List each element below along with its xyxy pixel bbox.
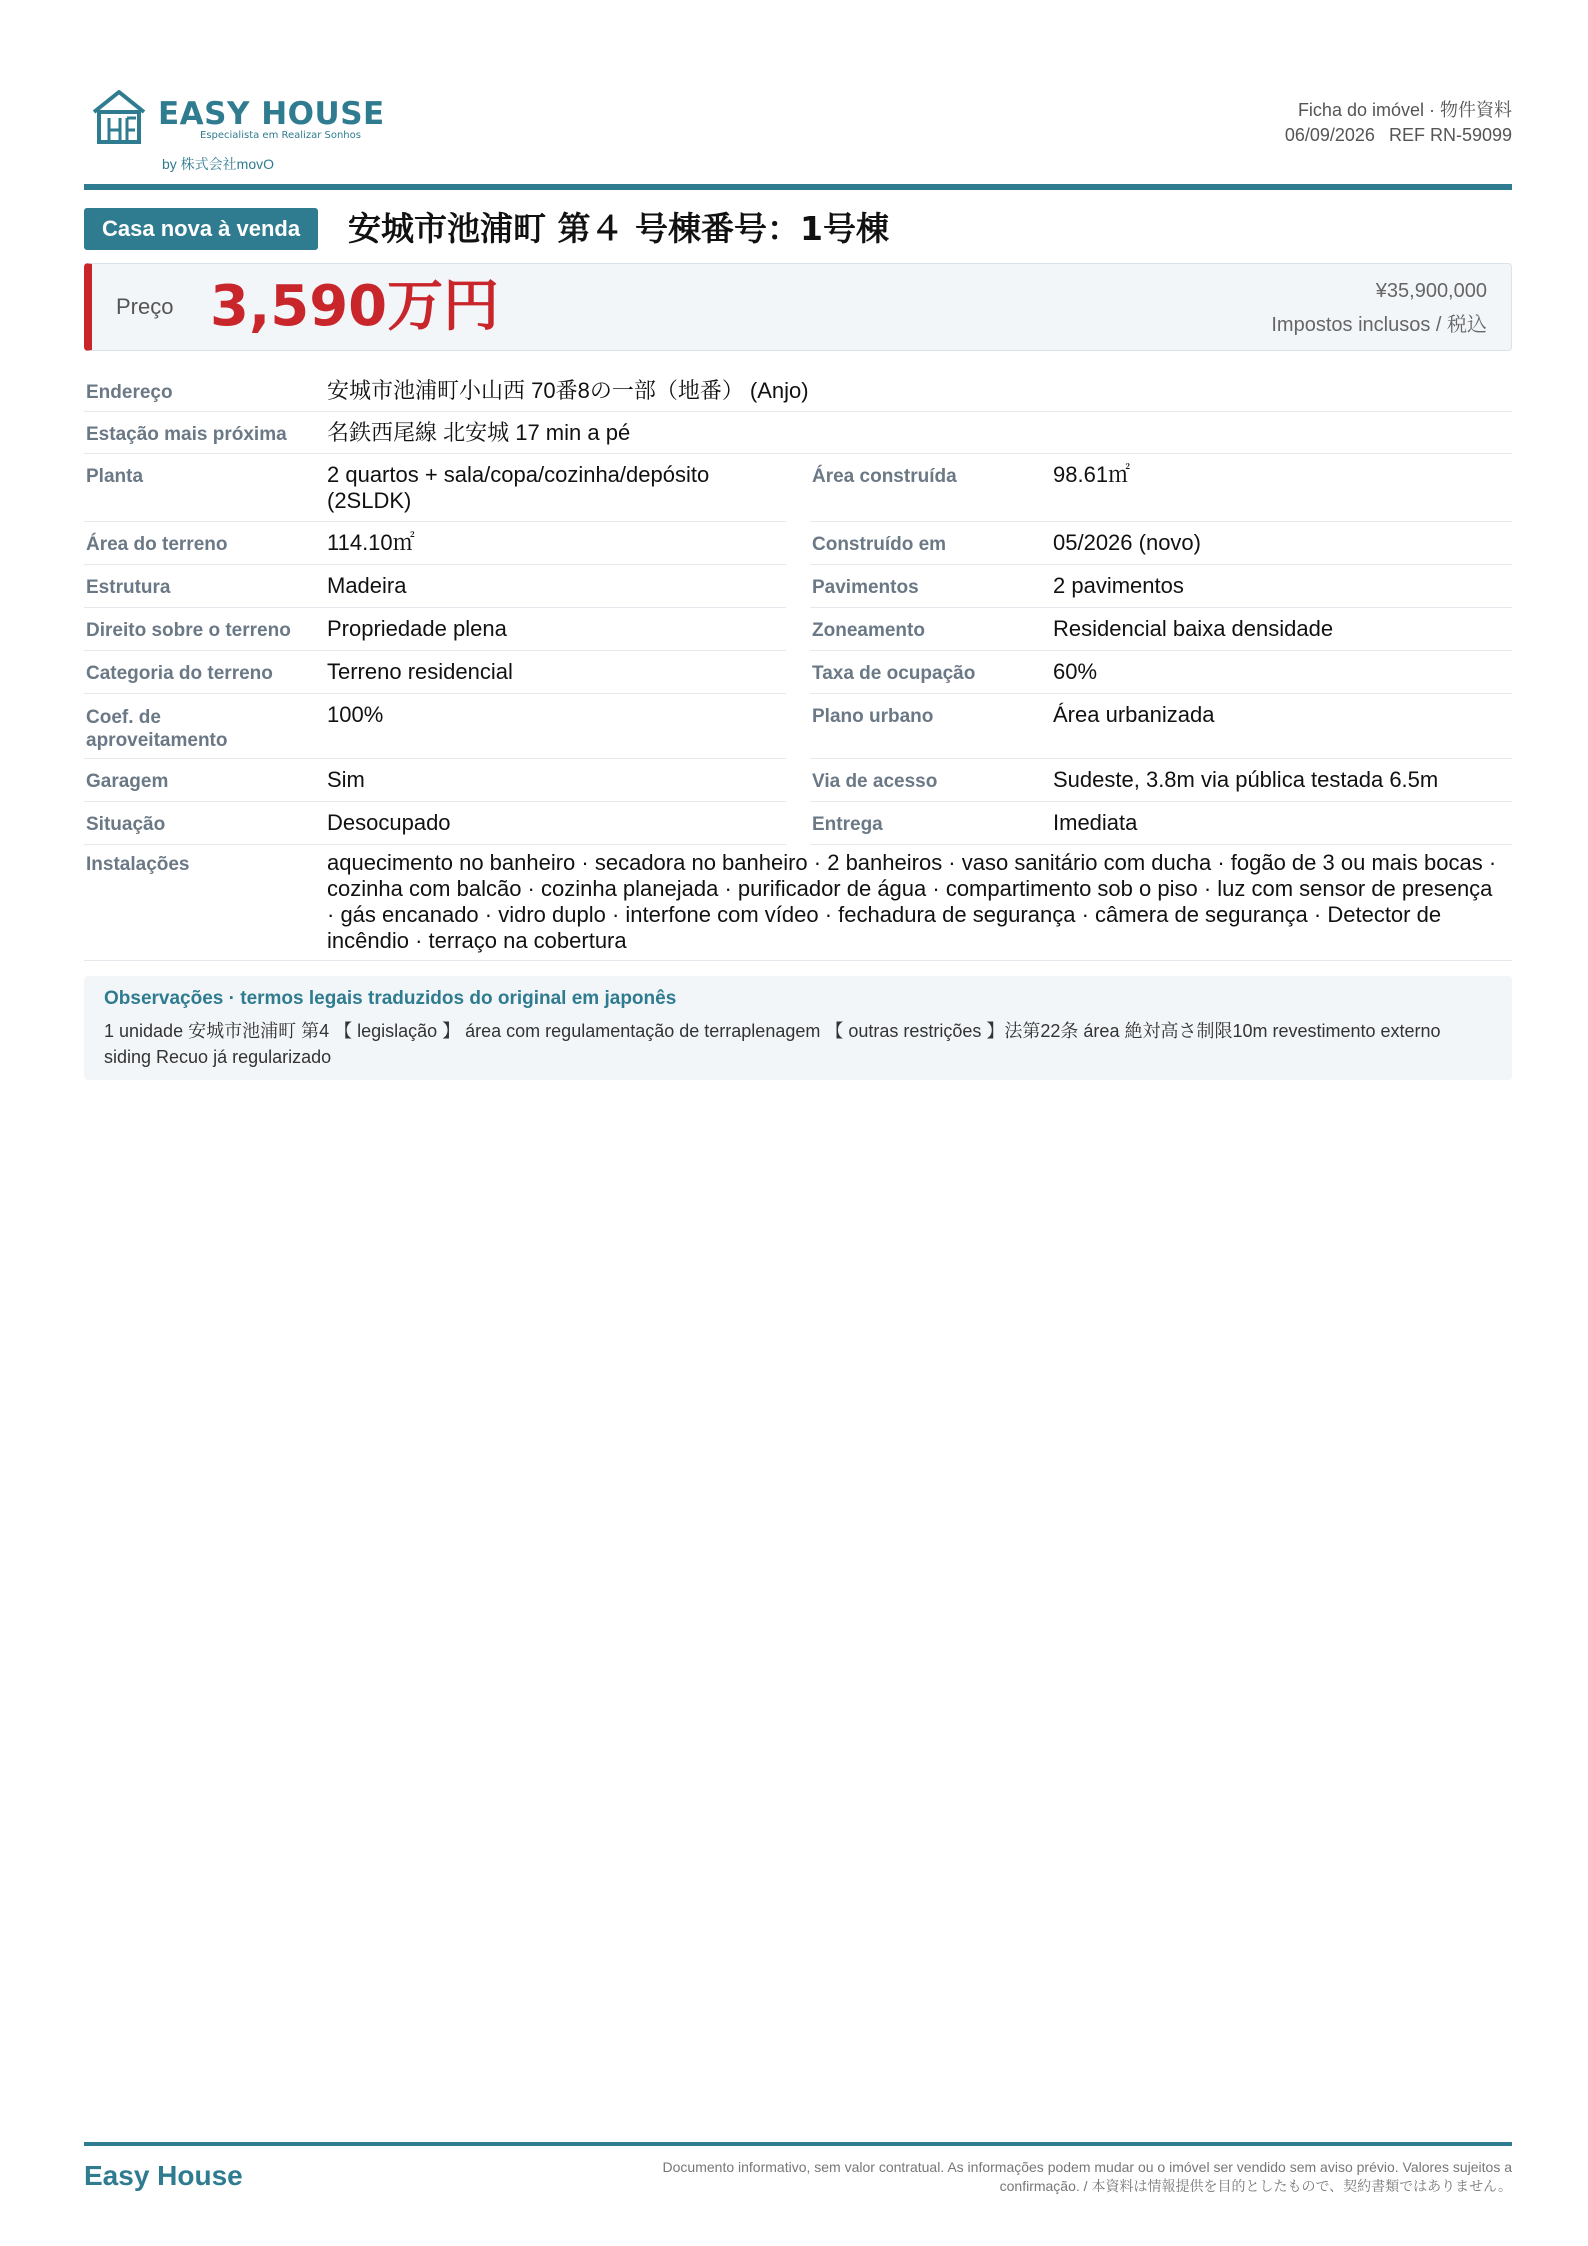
row-label: Área do terreno xyxy=(86,534,228,555)
row-label: Entrega xyxy=(812,814,883,835)
brand-by: by 株式会社movO xyxy=(162,156,275,172)
row-value: Terreno residencial xyxy=(327,659,513,684)
price-box xyxy=(84,263,1512,351)
row-value: 100% xyxy=(327,702,384,727)
table-row xyxy=(810,651,1512,694)
row-value: 114.10㎡ xyxy=(327,530,415,555)
table-row xyxy=(810,522,1512,565)
details-left-column xyxy=(84,454,786,845)
reference-number: REF RN-59099 xyxy=(1388,125,1512,145)
row-label: Zoneamento xyxy=(812,620,925,641)
row-label: Taxa de ocupação xyxy=(812,663,976,684)
row-value: 2 pavimentos xyxy=(1053,573,1184,598)
table-row xyxy=(810,759,1512,802)
row-label: Coef. de aproveitamento xyxy=(86,707,228,751)
row-label: Garagem xyxy=(86,771,169,792)
table-row xyxy=(84,608,786,651)
listing-badge: Casa nova à venda xyxy=(84,208,318,250)
table-row xyxy=(810,454,1512,522)
row-label: Pavimentos xyxy=(812,577,919,598)
row-value: aquecimento no banheiro · secadora no banheiro · 2 banheiros · vaso sanitário com ducha · fogão de 3 ou mais bocas · cozinha com balcão · cozinha planejada · purificador de água · compartimento sob o piso · luz com sensor de presença · gás encanado · vidro duplo · interfone com vídeo · fechadura de segurança · câmera de segurança · Detector de incêndio · terraço na cobertura xyxy=(327,850,1497,953)
row-label: Situação xyxy=(86,814,166,835)
row-value: Desocupado xyxy=(327,810,451,835)
row-value: 05/2026 (novo) xyxy=(1053,530,1201,555)
date-ref xyxy=(1285,123,1512,148)
row-value: Propriedade plena xyxy=(327,616,507,641)
row-value: Sudeste, 3.8m via pública testada 6.5m xyxy=(1053,767,1439,792)
table-row xyxy=(84,454,786,522)
row-value: 60% xyxy=(1053,659,1098,684)
footer-brand: Easy House xyxy=(84,2160,243,2191)
table-row xyxy=(810,694,1512,759)
notes-box xyxy=(84,976,1512,1080)
row-value: 安城市池浦町小山西 70番8の一部（地番） (Anjo) xyxy=(327,378,809,403)
property-title: 安城市池浦町 第４ 号棟番号：1号棟 xyxy=(348,209,889,248)
price-tax-note: Impostos inclusos / 税込 xyxy=(1271,314,1487,336)
row-value: Sim xyxy=(327,767,365,792)
table-row xyxy=(84,694,786,759)
table-row xyxy=(84,412,1512,454)
details-right-column xyxy=(810,454,1512,845)
brand-name: EASY HOUSE xyxy=(158,96,385,132)
table-row xyxy=(810,608,1512,651)
row-label: Categoria do terreno xyxy=(86,663,273,684)
table-row xyxy=(84,370,1512,412)
row-label: Construído em xyxy=(812,534,947,555)
row-value: Imediata xyxy=(1053,810,1138,835)
document-type: Ficha do imóvel · 物件資料 xyxy=(1297,100,1512,120)
title-row xyxy=(84,206,1512,252)
document-meta xyxy=(1285,98,1512,148)
table-row xyxy=(810,802,1512,845)
table-row xyxy=(84,565,786,608)
table-row xyxy=(84,802,786,845)
document-date: 06/09/2026 xyxy=(1284,125,1375,145)
table-row xyxy=(84,759,786,802)
notes-text: 1 unidade 安城市池浦町 第4 【 legislação 】 área com regulamentação de terraplenagem 【 outras restrições 】法第22条 área 絶対高さ制限10m revestimento externo siding Recuo já regularizado xyxy=(104,1021,1441,1067)
row-label: Estação mais próxima xyxy=(86,424,287,445)
table-row xyxy=(84,651,786,694)
row-value: Madeira xyxy=(327,573,407,598)
row-label: Planta xyxy=(86,466,144,487)
row-label: Instalações xyxy=(86,854,190,875)
row-value: Área urbanizada xyxy=(1053,702,1215,727)
table-row xyxy=(810,565,1512,608)
notes-title: Observações · termos legais traduzidos do original em japonês xyxy=(104,988,677,1009)
brand-tagline: Especialista em Realizar Sonhos xyxy=(200,130,361,141)
row-label: Área construída xyxy=(812,466,957,487)
row-value: 名鉄西尾線 北安城 17 min a pé xyxy=(327,420,631,445)
row-label: Direito sobre o terreno xyxy=(86,620,291,641)
row-label: Estrutura xyxy=(86,577,171,598)
price-value: 3,590万円 xyxy=(210,274,500,339)
details-table xyxy=(84,370,1512,454)
row-value: 98.61㎡ xyxy=(1053,462,1131,487)
property-sheet xyxy=(84,0,1512,2246)
header xyxy=(84,78,1512,178)
row-value: Residencial baixa densidade xyxy=(1053,616,1334,641)
row-label: Via de acesso xyxy=(812,771,938,792)
row-label: Plano urbano xyxy=(812,706,934,727)
header-divider xyxy=(84,184,1512,190)
house-logo-icon xyxy=(90,88,148,146)
table-row xyxy=(84,842,1512,961)
table-row xyxy=(84,522,786,565)
row-label: Endereço xyxy=(86,382,173,403)
price-yen: ¥35,900,000 xyxy=(1375,280,1487,302)
footer-divider xyxy=(84,2142,1512,2146)
price-label: Preço xyxy=(116,294,174,319)
footer-disclaimer: Documento informativo, sem valor contratual. As informações podem mudar ou o imóvel ser vendido sem aviso prévio. Valores sujeitos a confirmação. / 本資料は情報提供を目的としたもので、契約書類ではありません。 xyxy=(662,2159,1512,2194)
logo xyxy=(90,82,390,178)
row-value: 2 quartos + sala/copa/cozinha/depósito (2SLDK) xyxy=(327,462,710,513)
